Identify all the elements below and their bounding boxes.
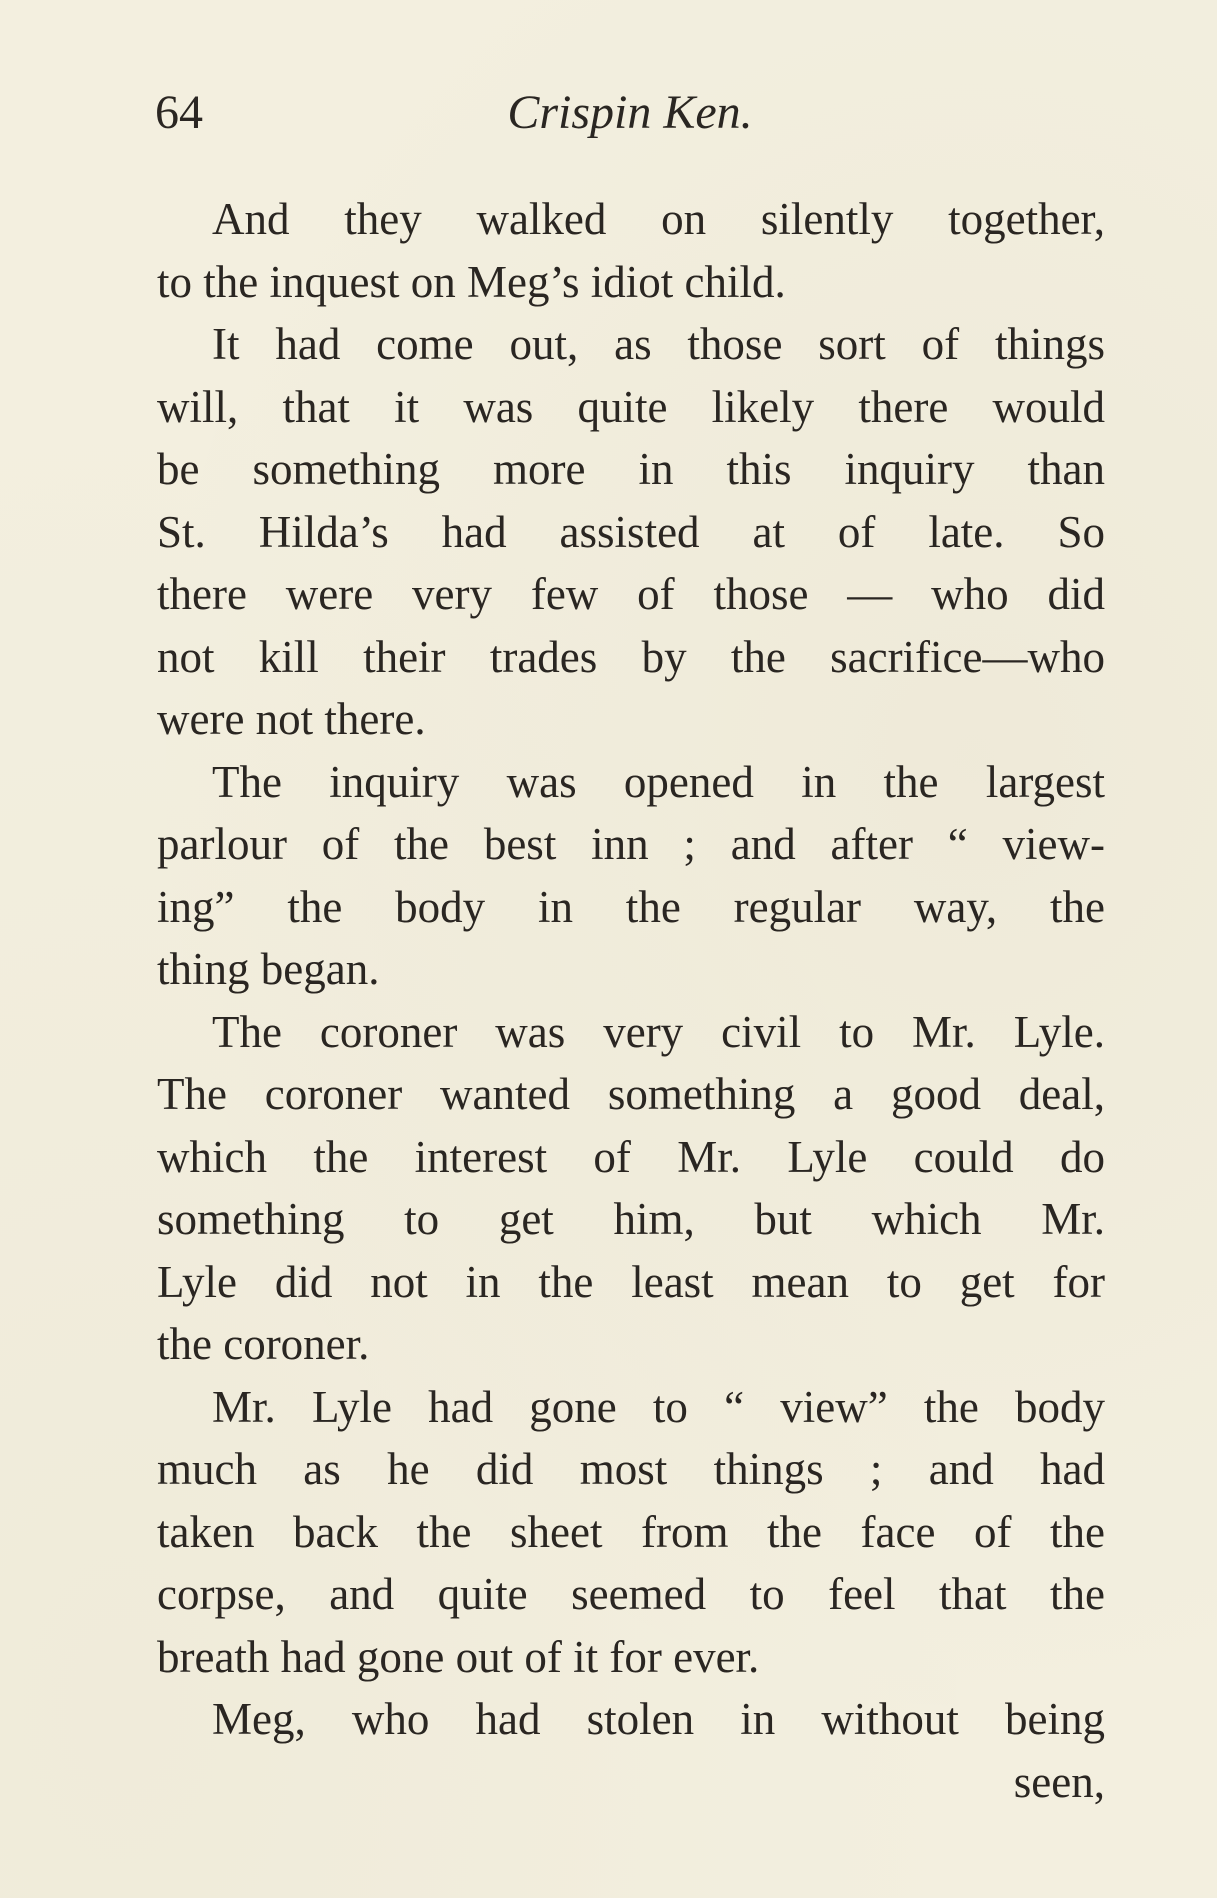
text-line: The coroner wanted something a good deal, xyxy=(157,1069,1105,1119)
text-line: not kill their trades by the sacrifice—who xyxy=(157,631,1105,682)
text-line: were not there. xyxy=(157,694,426,744)
page-header xyxy=(155,78,1105,148)
text-line: corpse, and quite seemed to feel that the xyxy=(157,1569,1105,1619)
text-line: The coroner was very civil to Mr. Lyle. xyxy=(212,1006,1105,1057)
text-line: And they walked on silently together, xyxy=(212,194,1105,244)
text-line: Meg, who had stolen in without being xyxy=(212,1694,1105,1744)
text-line: The inquiry was opened in the largest xyxy=(212,756,1105,807)
text-line: Lyle did not in the least mean to get for xyxy=(157,1256,1105,1307)
text-line: which the interest of Mr. Lyle could do xyxy=(157,1131,1105,1182)
running-title: Crispin Ken. xyxy=(507,86,753,139)
text-line: be something more in this inquiry than xyxy=(157,444,1105,494)
text-line: breath had gone out of it for ever. xyxy=(157,1631,760,1682)
text-line: something to get him, but which Mr. xyxy=(157,1194,1105,1244)
text-line: the coroner. xyxy=(157,1319,370,1369)
text-line: St. Hilda’s had assisted at of late. So xyxy=(157,506,1105,557)
text-line: Mr. Lyle had gone to “ view” the body xyxy=(212,1381,1105,1432)
page-number: 64 xyxy=(155,86,203,139)
text-line: ing” the body in the regular way, the xyxy=(157,881,1105,932)
text-line: parlour of the best inn ; and after “ view- xyxy=(157,819,1105,869)
text-line: will, that it was quite likely there would xyxy=(157,381,1105,432)
text-line: there were very few of those — who did xyxy=(157,569,1105,619)
text-line: It had come out, as those sort of things xyxy=(212,319,1105,369)
text-line: thing began. xyxy=(157,944,380,994)
text-line: taken back the sheet from the face of the xyxy=(157,1506,1105,1557)
text-line: much as he did most things ; and had xyxy=(157,1444,1105,1494)
body-text xyxy=(157,188,1105,1813)
catchword: seen, xyxy=(1013,1756,1105,1807)
text-line: to the inquest on Meg’s idiot child. xyxy=(157,256,786,307)
